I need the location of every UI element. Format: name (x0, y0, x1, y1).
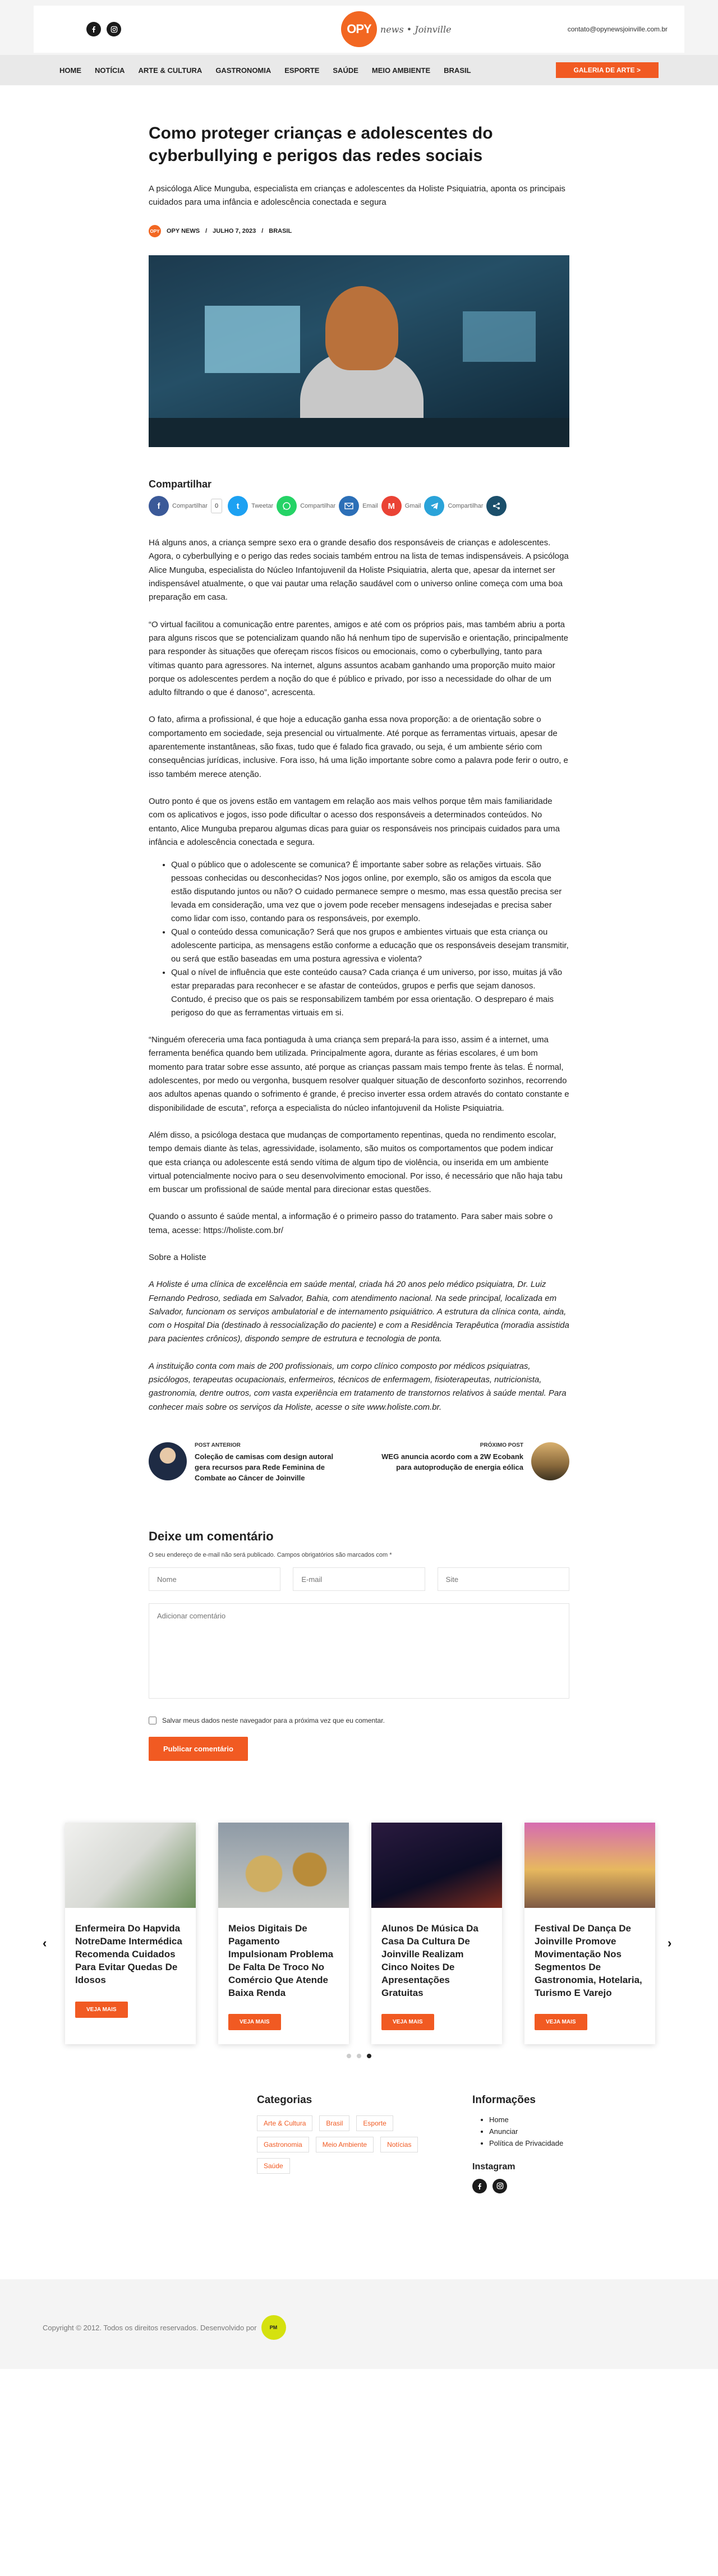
meta-separator: / (205, 228, 208, 235)
card-title: Festival De Dança De Joinville Promove Movimentação Nos Segmentos De Gastronomia, Hotelaria, Turismo E Varejo (535, 1923, 642, 1999)
body-paragraph: A Holiste é uma clínica de excelência em saúde mental, criada há 20 anos pelo médico psiquiatra, Dr. Luiz Fernando Pedroso, sediada em Salvador, Bahia, com atendimento nacional. Na sede principal, localizada em Salvador, funcionam os serviços ambulatorial e de internamento psiquiátrico. A estrutura da clínica conta, ainda, com o Hospital Dia (destinado à ressocialização do paciente) e com a Residência Terapêutica (moradia assistida para pacientes crônicos), dispondo sempre de estrutura e tecnologia de ponta. (149, 1280, 569, 1344)
instagram-icon[interactable] (107, 22, 121, 36)
body-paragraph: Quando o assunto é saúde mental, a informação é o primeiro passo do tratamento. Para saber mais sobre o tema, acesse: https://holiste.com.br/ (149, 1212, 553, 1235)
meta-separator: / (261, 228, 264, 235)
carousel-card[interactable] (371, 1823, 502, 2044)
carousel-dot-active[interactable] (367, 2054, 371, 2058)
card-title: Enfermeira Do Hapvida NotreDame Intermédica Recomenda Cuidados Para Evitar Quedas De Idosos (75, 1923, 182, 1986)
tag-meio-ambiente[interactable]: Meio Ambiente (316, 2137, 374, 2152)
comment-title: Deixe um comentário (149, 1529, 274, 1544)
comment-textarea[interactable] (149, 1603, 569, 1699)
footer-widgets (0, 2094, 718, 2279)
article (149, 122, 569, 1761)
instagram-icon[interactable] (493, 2179, 507, 2193)
card-image (218, 1823, 349, 1908)
nav-brasil[interactable]: BRASIL (444, 66, 471, 75)
twitter-share-icon[interactable]: t (228, 496, 248, 516)
comment-note: O seu endereço de e-mail não será publicado. Campos obrigatórios são marcados com * (149, 1552, 392, 1559)
copyright-bar (0, 2279, 718, 2369)
copyright-label: Copyright © 2012. Todos os direitos reservados. Desenvolvido por (43, 2323, 257, 2332)
article-body (149, 536, 569, 1414)
gmail-share-label[interactable]: Gmail (404, 503, 421, 510)
tag-brasil[interactable]: Brasil (319, 2115, 349, 2131)
article-date: JULHO 7, 2023 (213, 228, 256, 235)
facebook-icon[interactable] (472, 2179, 487, 2193)
tip-item: • Qual o público que o adolescente se comunica? É importante saber sobre as relações virtuais. São pessoas conhecidas ou desconhecidas? Nos jogos online, por exemplo, são os amigos da escola que estão disputando juntos ou não? O cuidado permanece sempre o mesmo, mas essa questão precisa ser levada em consideração, uma vez que o jovem pode receber mensagens indesejadas e precisa saber como lidar com isso, contando para os responsáveis, por exemplo. (171, 858, 569, 926)
body-paragraph: “O virtual facilitou a comunicação entre parentes, amigos e até com os próprios pais, mas também abriu a porta para alguns riscos que se potencializam quando não há nenhum tipo de supervisão e orientação, principalmente para responder às situações que ofereçam riscos físicos ou emocionais, como o cyberbullying, tanto para vítimas quanto para agressores. Na internet, alguns assuntos acabam ganhando uma proporção muito maior porque os adolescentes perdem a noção do que é público e privado, por isso a necessidade do olhar de um adulto filtrando o que é danoso”, acrescenta. (149, 619, 568, 698)
share-count: 0 (211, 499, 222, 513)
save-data-checkbox[interactable] (149, 1717, 157, 1724)
nav-home[interactable]: HOME (59, 66, 81, 75)
card-veja-mais-button[interactable]: VEJA MAIS (228, 2014, 281, 2030)
footer-categories (257, 2094, 425, 2174)
previous-post-thumb (149, 1442, 187, 1480)
tag-arte-cultura[interactable]: Arte & Cultura (257, 2115, 312, 2131)
twitter-share-label[interactable]: Tweetar (251, 503, 274, 510)
body-paragraph: O fato, afirma a profissional, é que hoje a educação ganha essa nova proporção: a de orientação sobre o comportamento em sociedade, seja presencial ou virtualmente. Até porque as ferramentas virtuais, apesar de aparentemente instantâneas, são fixas, tudo que é falado fica gravado, ou seja, é um ambiente sério com consequências jurídicas, inclusive. Fora isso, há uma lição importante sobre como a palavra pode ferir o outro, e isso também merece atenção. (149, 715, 568, 779)
post-navigation (149, 1442, 569, 1484)
category-tags (257, 2115, 442, 2174)
carousel-card[interactable] (524, 1823, 655, 2044)
galeria-de-arte-button[interactable]: GALERIA DE ARTE > (556, 62, 659, 78)
nav-arte-cultura[interactable]: ARTE & CULTURA (138, 66, 202, 75)
article-meta (149, 225, 569, 237)
info-link-privacidade[interactable]: Política de Privacidade (489, 2139, 564, 2148)
carousel-prev-arrow-icon[interactable]: ‹ (43, 1936, 47, 1951)
card-title: Alunos De Música Da Casa Da Cultura De Joinville Realizam Cinco Noites De Apresentações Gratuitas (381, 1923, 478, 1999)
nav-noticia[interactable]: NOTÍCIA (95, 66, 125, 75)
nav-gastronomia[interactable]: GASTRONOMIA (215, 66, 271, 75)
site-field[interactable] (438, 1567, 569, 1591)
body-paragraph: Sobre a Holiste (149, 1252, 206, 1262)
tag-gastronomia[interactable]: Gastronomia (257, 2137, 309, 2152)
card-title: Meios Digitais De Pagamento Impulsionam Problema De Falta De Troco No Comércio Que Atende Baixa Renda (228, 1923, 334, 1999)
carousel-track (65, 1823, 655, 2044)
next-post-label: PRÓXIMO POST (480, 1442, 523, 1448)
body-paragraph: A instituição conta com mais de 200 profissionais, um corpo clínico composto por médicos psiquiatras, psicólogos, terapeutas ocupacionais, enfermeiros, técnicos de enfermagem, fisioterapeutas, nutricionista, gastronomia, dentre outros, com vasta experiência em tratamento de transtornos relativos à saúde mental. Para conhecer mais sobre os serviços da Holiste, acesse o site www.holiste.com.br. (149, 1361, 567, 1412)
top-header-band (0, 0, 718, 55)
telegram-share-label[interactable]: Compartilhar (448, 503, 484, 510)
body-paragraph: Há alguns anos, a criança sempre sexo era o grande desafio dos responsáveis de crianças e adolescentes. Agora, o cyberbullying e o perigo das redes sociais também entrou na lista de temas indispensáveis. A psicóloga Alice Munguba, especialista do Núcleo Infantojuvenil da Holiste Psiquiatria, alerta que, apesar da internet ser indispensável atualmente, o que vai pautar uma relação saudável com o universo online começa com uma boa preparação em casa. (149, 538, 569, 602)
main-nav (0, 55, 718, 85)
body-paragraph: Além disso, a psicóloga destaca que mudanças de comportamento repentinas, queda no rendimento escolar, tempo demais diante às telas, agressividade, isolamento, são muitos os comportamentos que podem indicar que esta criança ou adolescente está sendo vítima de algum tipo de violência, ou inserida em um ambiente virtual potencialmente nocivo para o seu desenvolvimento emocional. Por isso, é necessário que não haja tabu em buscar um profissional de saúde mental para direcionar estas questões. (149, 1130, 563, 1195)
next-post-link[interactable] (367, 1442, 569, 1484)
card-veja-mais-button[interactable]: VEJA MAIS (381, 2014, 434, 2030)
tips-list (149, 858, 569, 1020)
card-image (524, 1823, 655, 1908)
instagram-title: Instagram (472, 2161, 516, 2172)
nav-esporte[interactable]: ESPORTE (284, 66, 320, 75)
telegram-share-icon[interactable] (424, 496, 444, 516)
comment-fields (149, 1567, 569, 1591)
nav-saude[interactable]: SAÚDE (333, 66, 358, 75)
body-paragraph: Outro ponto é que os jovens estão em vantagem em relação aos mais velhos porque têm mais familiaridade com os aplicativos e jogos, isso pode dificultar o acesso dos responsáveis a determinados conteúdos. No entanto, Alice Munguba preparou algumas dicas para guiar os responsáveis nos principais cuidados para uma infância e adolescência conectada e segura. (149, 796, 560, 847)
facebook-share-label[interactable]: Compartilhar (172, 503, 208, 510)
email-field[interactable] (293, 1567, 425, 1591)
header-social-links (86, 22, 121, 36)
carousel-dots (347, 2054, 371, 2058)
share-buttons (149, 496, 569, 516)
card-image (65, 1823, 196, 1908)
top-header (34, 6, 684, 53)
gmail-share-icon[interactable]: M (381, 496, 402, 516)
categories-title: Categorias (257, 2094, 312, 2106)
hero-image (149, 255, 569, 447)
submit-comment-button[interactable]: Publicar comentário (149, 1737, 248, 1761)
carousel-card[interactable] (65, 1823, 196, 2044)
share-title: Compartilhar (149, 479, 212, 490)
tip-item: • Qual o nível de influência que este conteúdo causa? Cada criança é um universo, por isso, muitas já vão estar preparadas para reconhecer e se afastar de conteúdos, grupos e perfis que sejam danosos. Contudo, é preciso que os pais se responsabilizem também por essa orientação. O despreparo é mais perigoso do que as ferramentas virtuais em si. (171, 966, 569, 1020)
previous-post-link[interactable] (149, 1442, 351, 1484)
name-field[interactable] (149, 1567, 280, 1591)
carousel-card[interactable] (218, 1823, 349, 2044)
article-subtitle: A psicóloga Alice Munguba, especialista em crianças e adolescentes da Holiste Psiquiatria, aponta os principais cuidados para uma infância e adolescência conectada e segura (149, 184, 565, 208)
save-data-row (149, 1717, 569, 1724)
card-veja-mais-button[interactable]: VEJA MAIS (75, 2002, 128, 2018)
email-share-icon[interactable] (339, 496, 359, 516)
facebook-icon[interactable] (86, 22, 101, 36)
email-share-label[interactable]: Email (362, 503, 378, 510)
article-category[interactable]: BRASIL (269, 228, 292, 235)
developer-logo[interactable]: PM (261, 2315, 286, 2340)
carousel-next-arrow-icon[interactable]: › (668, 1936, 672, 1951)
contact-email-link[interactable]: contato@opynewsjoinville.com.br (567, 25, 668, 33)
save-data-label: Salvar meus dados neste navegador para a próxima vez que eu comentar. (162, 1717, 385, 1725)
info-title: Informações (472, 2094, 536, 2106)
tip-item: • Qual o conteúdo dessa comunicação? Será que nos grupos e ambientes virtuais que esta criança ou adolescente participa, as mensagens estão conforme a educação que os responsáveis desejam transmitir, ou será que estão baseadas em uma postura agressiva e violenta? (171, 926, 569, 966)
footer-social-links (472, 2179, 641, 2193)
info-link-home[interactable]: Home (489, 2115, 509, 2124)
article-title: Como proteger crianças e adolescentes do cyberbullying e perigos das redes sociais (149, 124, 493, 165)
share-more-icon[interactable] (486, 496, 507, 516)
next-post-title: WEG anuncia acordo com a 2W Ecobank para autoprodução de energia eólica (381, 1452, 523, 1471)
info-list (472, 2114, 641, 2149)
card-image (371, 1823, 502, 1908)
body-paragraph: “Ninguém ofereceria uma faca pontiaguda à uma criança sem prepará-la para isso, assim é a internet, uma ferramenta benéfica quando bem utilizada. Principalmente agora, durante as férias escolares, é um bom momento para tratar sobre esse assunto, até porque as crianças passam mais tempo frente às telas. É normal, adolescentes, por medo ou vergonha, busquem resolver qualquer situação de desconforto sozinhos, recorrendo aos adultos apenas quando o sofrimento é grande, é preciso inverter essa ordem através do contato constante e disponibilidade de escuta”, reforça a especialista do núcleo infantojuvenil da Holiste Psiquiatria. (149, 1035, 569, 1113)
next-post-thumb (531, 1442, 569, 1480)
carousel-dot[interactable] (357, 2054, 361, 2058)
footer-info (472, 2094, 641, 2193)
tag-noticias[interactable]: Notícias (380, 2137, 418, 2152)
nav-meio-ambiente[interactable]: MEIO AMBIENTE (371, 66, 431, 75)
site-logo[interactable] (341, 11, 452, 47)
logo-mark: OPY (341, 11, 377, 47)
carousel-dot[interactable] (347, 2054, 351, 2058)
related-posts-carousel (0, 1823, 718, 2069)
card-veja-mais-button[interactable]: VEJA MAIS (535, 2014, 587, 2030)
tag-esporte[interactable]: Esporte (356, 2115, 393, 2131)
author-avatar: OPY (149, 225, 161, 237)
facebook-share-icon[interactable]: f (149, 496, 169, 516)
logo-text: news • Joinville (380, 24, 452, 35)
tag-saude[interactable]: Saúde (257, 2158, 290, 2174)
info-link-anunciar[interactable]: Anunciar (489, 2127, 518, 2136)
copyright-text (43, 2315, 286, 2340)
whatsapp-share-label[interactable]: Compartilhar (300, 503, 336, 510)
whatsapp-share-icon[interactable] (277, 496, 297, 516)
previous-post-label: POST ANTERIOR (195, 1442, 241, 1448)
previous-post-title: Coleção de camisas com design autoral gera recursos para Rede Feminina de Combate ao Câncer de Joinville (195, 1452, 334, 1482)
author-link[interactable]: OPY NEWS (167, 228, 200, 235)
